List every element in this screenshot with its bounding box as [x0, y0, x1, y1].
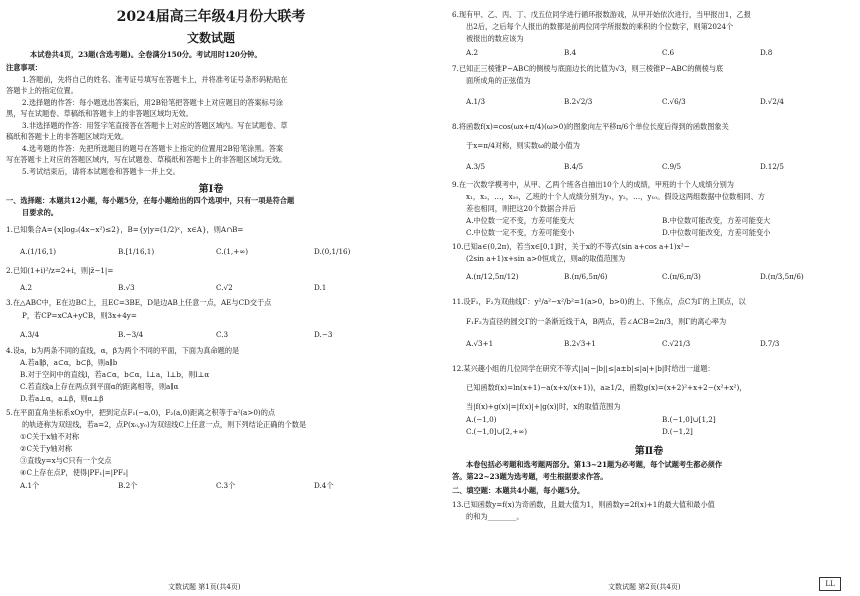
q9-stem: 9.在一次数学模考中，从甲、乙两个班各自抽出10个人的成绩，甲班的十个人成绩分别为 [452, 180, 734, 189]
q12-stem-cont: 已知函数f(x)=ln(x+1)−a(x+x/(x+1))，a≥1/2，函数g(x)=(x+2)²+x+2−(x²+x²)， [466, 383, 747, 392]
q6-stem-cont: 被报出的数应该为 [466, 34, 524, 43]
q3-stem: 3.在△ABC中，E在边BC上，且EC=3BE，D是边AB上任意一点，AE与CD交于点 [6, 298, 272, 307]
q2-stem: 2.已知(1+i)²/z=2+i，则|z̄−1|= [6, 266, 114, 275]
q2-option-c: C.√2 [216, 283, 233, 292]
notes-heading: 注意事项： [6, 63, 42, 72]
q1-option-a: A.(1/16,1) [20, 247, 57, 256]
q8-option-a: A.3/5 [466, 162, 486, 171]
q9-option-c: C.中位数一定不变，方差可能变小 [466, 228, 575, 237]
q12-option-b: B.(−1,0]∪[1,2] [662, 415, 716, 424]
q1-option-c: C.(1,+∞) [216, 247, 249, 256]
corner-badge: LL [819, 577, 841, 591]
q12-stem-cont: 当|f(x)+g(x)|=|f(x)|+|g(x)|时，x的取值范围为 [466, 402, 621, 411]
q12-option-d: D.(−1,2] [662, 427, 693, 436]
fill-in-instruction: 二、填空题：本题共4小题，每小题5分。 [452, 486, 585, 495]
exam-subtitle: 文数试题 [186, 31, 235, 45]
exam-info: 本试卷共4页，23题(含选考题)。全卷满分150分。考试用时120分钟。 [30, 50, 262, 59]
note-line: 写在答题卡上对应的答题区域内，写在试题卷、草稿纸和答题卡上的非答题区域均无效。 [6, 155, 287, 164]
q10-stem: 10.已知a∈(0,2π)，若当x∈[0,1]时，关于x的不等式(sin a+cos a+1)x²− [452, 242, 690, 251]
q13-stem-cont: 的和为________。 [466, 512, 524, 521]
part1-instruction-cont: 目要求的。 [22, 208, 58, 217]
q8-option-d: D.12/5 [760, 162, 784, 171]
q3-option-b: B.−3/4 [118, 330, 144, 339]
footer-right-page: 文数试题 第2页(共4页) [608, 583, 681, 591]
q8-stem: 8.将函数f(x)=cos(ωx+π/4)(ω>0)的图象向左平移π/6个单位长度后得到的函数图象关 [452, 122, 729, 131]
q12-stem: 12.某兴趣小组的几位同学在研究不等式||a|−|b||≤|a±b|≤|a|+|b|时给出一道题： [452, 364, 715, 373]
q10-option-a: A.(π/12,5π/12) [466, 272, 519, 281]
q10-stem-cont: (2sin a+1)x+sin a>0恒成立，则a的取值范围为 [466, 254, 626, 263]
q12-option-c: C.(−1,0]∪[2,+∞) [466, 427, 528, 436]
q5-stem-cont: 的轨迹称为双纽线，若a=2，点P(x₀,y₀)为双纽线C上任意一点，则下列结论正确的个数是 [22, 420, 307, 429]
note-line: 稿纸和答题卡上的非答题区域均无效。 [6, 132, 129, 141]
q8-option-c: C.9/5 [662, 162, 682, 171]
q3-option-d: D.−3 [314, 330, 333, 339]
q10-option-d: D.(π/3,5π/6) [760, 272, 804, 281]
q4-option-a: A.若a∥β，a⊂α，b⊂β，则a∥b [20, 358, 118, 367]
q10-option-b: B.(π/6,5π/6) [564, 272, 608, 281]
q9-stem-cont: x₁，x₂，…，x₁₀，乙班的十个人成绩分别为y₁，y₂，…，y₁₀。假设这两组数据中位数相同、方 [466, 192, 765, 201]
part2-description-cont: 答。第22~23题为选考题，考生根据要求作答。 [452, 472, 608, 481]
q1-stem: 1.已知集合A={x|log₂(4x−x²)≤2}，B={y|y=(1/2)ˣ，x∈A}，则A∩B= [6, 225, 244, 234]
q4-option-b: B.对于空间中的直线l，若a⊂α，b⊂α，l⊥a，l⊥b，则l⊥α [20, 370, 210, 379]
q5-statement: ④C上存在点P，使得|PF₁|=|PF₂| [20, 468, 129, 477]
q4-option-d: D.若a⊥α，a⊥β，则α⊥β [20, 394, 104, 403]
note-line: 答题卡上的指定位置。 [6, 86, 78, 95]
q1-option-d: D.(0,1/16) [314, 247, 351, 256]
q7-option-d: D.√2/4 [760, 97, 784, 106]
q11-option-c: C.√21/3 [662, 339, 691, 348]
q2-option-d: D.1 [314, 283, 327, 292]
q6-option-d: D.8 [760, 48, 773, 57]
q7-option-a: A.1/3 [466, 97, 486, 106]
q6-option-b: B.4 [564, 48, 577, 57]
part1-instruction: 一、选择题：本题共12小题，每小题5分，在每小题给出的四个选项中，只有一项是符合题 [6, 196, 295, 205]
q5-statement: ②C关于y轴对称 [20, 444, 72, 453]
q9-option-b: B.中位数可能改变，方差可能变大 [662, 216, 771, 225]
q7-option-b: B.2√2/3 [564, 97, 593, 106]
part1-heading: 第Ⅰ卷 [198, 184, 224, 195]
q5-statement: ①C关于x轴不对称 [20, 432, 80, 441]
q3-stem-cont: P，若CP=xCA+yCB，则3x+4y= [22, 311, 137, 320]
q2-option-b: B.√3 [118, 283, 135, 292]
left-page [0, 0, 422, 596]
note-line: 5.考试结束后，请将本试题卷和答题卡一并上交。 [22, 167, 180, 176]
q4-option-c: C.若直线a上存在两点到平面α的距离相等，则a∥α [20, 382, 179, 391]
q7-stem: 7.已知正三棱锥P−ABC的侧棱与底面边长的比值为√3，则三棱锥P−ABC的侧棱与底 [452, 64, 724, 73]
right-page [438, 0, 860, 596]
q3-option-a: A.3/4 [20, 330, 40, 339]
q11-option-a: A.√3+1 [466, 339, 494, 348]
q5-option-b: B.2个 [118, 481, 138, 490]
note-line: 2.选择题的作答：每小题选出答案后，用2B铅笔把答题卡上对应题目的答案标号涂 [22, 98, 284, 107]
q8-option-b: B.4/5 [564, 162, 584, 171]
footer-left-page: 文数试题 第1页(共4页) [168, 583, 241, 591]
q1-option-b: B.[1/16,1) [118, 247, 155, 256]
q11-stem-cont: F₁F₂为直径的圆交Γ的一条渐近线于A，B两点，若∠ACB=2π/3，则Γ的离心率为 [466, 317, 727, 326]
q12-option-a: A.(−1,0) [466, 415, 497, 424]
q6-option-a: A.2 [466, 48, 479, 57]
q9-option-d: D.中位数可能改变，方差可能变小 [662, 228, 771, 237]
part2-heading: 第Ⅱ卷 [634, 446, 664, 457]
exam-title: 2024届高三年级4月份大联考 [116, 9, 306, 25]
q6-stem: 6.现有甲、乙、丙、丁、戊五位同学进行循环报数游戏，从甲开始依次进行，当甲报出1，乙报 [452, 10, 751, 19]
q5-option-d: D.4个 [314, 481, 334, 490]
q3-option-c: C.3 [216, 330, 229, 339]
q5-option-c: C.3个 [216, 481, 236, 490]
q7-stem-cont: 面所成角的正弦值为 [466, 76, 531, 85]
q6-stem-cont: 出2后，之后每个人报出的数都是前两位同学所报数的乘积的个位数字，则第2024个 [466, 22, 734, 31]
q5-option-a: A.1个 [20, 481, 40, 490]
q11-option-b: B.2√3+1 [564, 339, 596, 348]
q9-option-a: A.中位数一定不变，方差可能变大 [466, 216, 575, 225]
q13-stem: 13.已知函数y=f(x)为奇函数，且最大值为1，则函数y=2f(x)+1的最大值和最小值 [452, 500, 715, 509]
q11-stem: 11.设F₁，F₂为双曲线Γ：y²/a²−x²/b²=1(a>0，b>0)的上、下焦点，点C为Γ的上顶点，以 [452, 297, 746, 306]
q4-stem: 4.设a，b为两条不同的直线，α，β为两个不同的平面，下面为真命题的是 [6, 346, 240, 355]
q10-option-c: C.(π/6,π/3) [662, 272, 701, 281]
q5-stem: 5.在平面直角坐标系xOy中，把到定点F₁(−a,0)，F₂(a,0)距离之积等于a²(a>0)的点 [6, 408, 276, 417]
q8-stem-cont: 于x=π/4对称，则实数ω的最小值为 [466, 141, 580, 150]
note-line: 黑，写在试题卷、草稿纸和答题卡上的非答题区域均无效。 [6, 109, 193, 118]
q2-option-a: A.2 [20, 283, 33, 292]
note-line: 3.非选择题的作答：用签字笔直接答在答题卡上对应的答题区域内。写在试题卷、草 [22, 121, 288, 130]
q7-option-c: C.√6/3 [662, 97, 686, 106]
q11-option-d: D.7/3 [760, 339, 780, 348]
note-line: 4.选考题的作答：先把所选题目的题号在答题卡上指定的位置用2B铅笔涂黑。答案 [22, 144, 284, 153]
q5-statement: ③直线y=x与C只有一个交点 [20, 456, 112, 465]
part2-description: 本卷包括必考题和选考题两部分。第13~21题为必考题，每个试题考生都必须作 [466, 460, 723, 469]
note-line: 1.答题前，先将自己的姓名、准考证号填写在答题卡上，并将准考证号条形码粘贴在 [22, 75, 288, 84]
q9-stem-cont: 差也相同，则把这20个数据合并后 [466, 204, 576, 213]
q6-option-c: C.6 [662, 48, 675, 57]
